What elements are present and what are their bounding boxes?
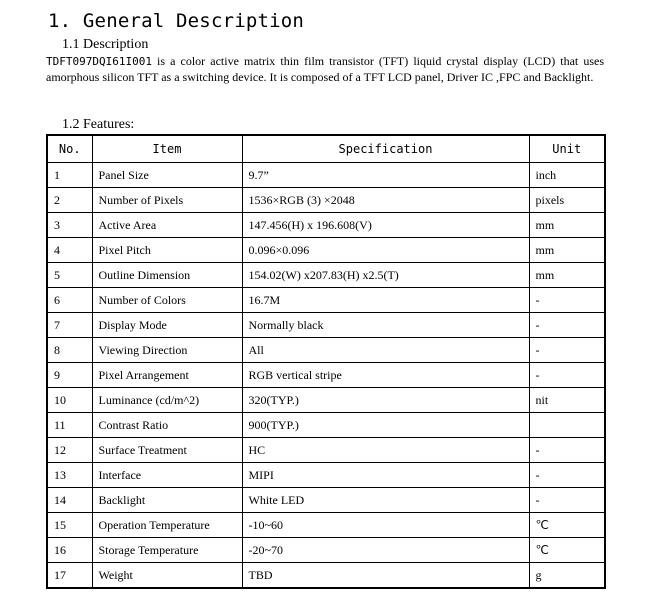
column-header-unit: Unit <box>529 135 605 163</box>
table-row <box>47 563 605 589</box>
cell-unit: pixels <box>529 188 605 213</box>
cell-item: Viewing Direction <box>92 338 242 363</box>
cell-no: 13 <box>47 463 92 488</box>
cell-unit: g <box>529 563 605 589</box>
cell-item: Outline Dimension <box>92 263 242 288</box>
table-row <box>47 513 605 538</box>
model-number: TDFT097DQI61I001 <box>46 55 152 68</box>
table-row <box>47 413 605 438</box>
table-row <box>47 488 605 513</box>
cell-specification: 9.7” <box>242 163 529 188</box>
cell-unit: ℃ <box>529 513 605 538</box>
description-text: is a color active matrix thin film transistor (TFT) liquid crystal display (LCD) that uses amorphous silicon TFT as a switching device. It is composed of a TFT LCD panel, Driver IC ,FPC and Backlight. <box>46 54 604 84</box>
table-header-row <box>47 135 605 163</box>
column-header-item: Item <box>92 135 242 163</box>
cell-unit: mm <box>529 213 605 238</box>
cell-no: 1 <box>47 163 92 188</box>
cell-no: 4 <box>47 238 92 263</box>
cell-no: 8 <box>47 338 92 363</box>
cell-unit: mm <box>529 238 605 263</box>
cell-no: 7 <box>47 313 92 338</box>
table-row <box>47 313 605 338</box>
cell-item: Interface <box>92 463 242 488</box>
cell-no: 11 <box>47 413 92 438</box>
cell-no: 3 <box>47 213 92 238</box>
cell-item: Number of Colors <box>92 288 242 313</box>
cell-specification: 147.456(H) x 196.608(V) <box>242 213 529 238</box>
cell-specification: MIPI <box>242 463 529 488</box>
table-row <box>47 538 605 563</box>
table-row <box>47 363 605 388</box>
table-row <box>47 213 605 238</box>
cell-specification: TBD <box>242 563 529 589</box>
cell-no: 6 <box>47 288 92 313</box>
table-row <box>47 338 605 363</box>
cell-no: 12 <box>47 438 92 463</box>
table-row <box>47 263 605 288</box>
cell-item: Weight <box>92 563 242 589</box>
cell-unit: nit <box>529 388 605 413</box>
column-header-specification: Specification <box>242 135 529 163</box>
cell-item: Surface Treatment <box>92 438 242 463</box>
cell-specification: White LED <box>242 488 529 513</box>
section-title: 1. General Description <box>48 10 305 32</box>
cell-specification: All <box>242 338 529 363</box>
cell-specification: 16.7M <box>242 288 529 313</box>
table-row <box>47 188 605 213</box>
cell-unit: - <box>529 438 605 463</box>
cell-item: Contrast Ratio <box>92 413 242 438</box>
cell-item: Backlight <box>92 488 242 513</box>
table-row <box>47 163 605 188</box>
cell-unit: - <box>529 363 605 388</box>
cell-unit: mm <box>529 263 605 288</box>
cell-specification: -10~60 <box>242 513 529 538</box>
cell-no: 10 <box>47 388 92 413</box>
cell-unit: - <box>529 288 605 313</box>
cell-specification: -20~70 <box>242 538 529 563</box>
cell-unit: - <box>529 338 605 363</box>
cell-specification: 320(TYP.) <box>242 388 529 413</box>
cell-unit: - <box>529 313 605 338</box>
cell-no: 2 <box>47 188 92 213</box>
cell-unit <box>529 413 605 438</box>
cell-item: Operation Temperature <box>92 513 242 538</box>
cell-no: 14 <box>47 488 92 513</box>
cell-item: Panel Size <box>92 163 242 188</box>
cell-item: Pixel Arrangement <box>92 363 242 388</box>
description-heading: 1.1 Description <box>62 37 149 52</box>
features-heading: 1.2 Features: <box>62 117 135 132</box>
cell-item: Storage Temperature <box>92 538 242 563</box>
table-row <box>47 288 605 313</box>
cell-unit: - <box>529 463 605 488</box>
cell-unit: inch <box>529 163 605 188</box>
features-table <box>46 134 606 589</box>
cell-unit: ℃ <box>529 538 605 563</box>
cell-no: 15 <box>47 513 92 538</box>
cell-specification: RGB vertical stripe <box>242 363 529 388</box>
cell-specification: HC <box>242 438 529 463</box>
cell-item: Number of Pixels <box>92 188 242 213</box>
table-row <box>47 438 605 463</box>
cell-specification: Normally black <box>242 313 529 338</box>
cell-specification: 900(TYP.) <box>242 413 529 438</box>
cell-specification: 1536×RGB (3) ×2048 <box>242 188 529 213</box>
description-paragraph <box>46 54 604 84</box>
cell-item: Display Mode <box>92 313 242 338</box>
cell-unit: - <box>529 488 605 513</box>
table-row <box>47 388 605 413</box>
cell-specification: 0.096×0.096 <box>242 238 529 263</box>
cell-item: Active Area <box>92 213 242 238</box>
cell-specification: 154.02(W) x207.83(H) x2.5(T) <box>242 263 529 288</box>
cell-no: 5 <box>47 263 92 288</box>
cell-no: 16 <box>47 538 92 563</box>
column-header-no: No. <box>47 135 92 163</box>
table-row <box>47 463 605 488</box>
cell-no: 9 <box>47 363 92 388</box>
cell-item: Luminance (cd/m^2) <box>92 388 242 413</box>
table-row <box>47 238 605 263</box>
cell-no: 17 <box>47 563 92 589</box>
cell-item: Pixel Pitch <box>92 238 242 263</box>
